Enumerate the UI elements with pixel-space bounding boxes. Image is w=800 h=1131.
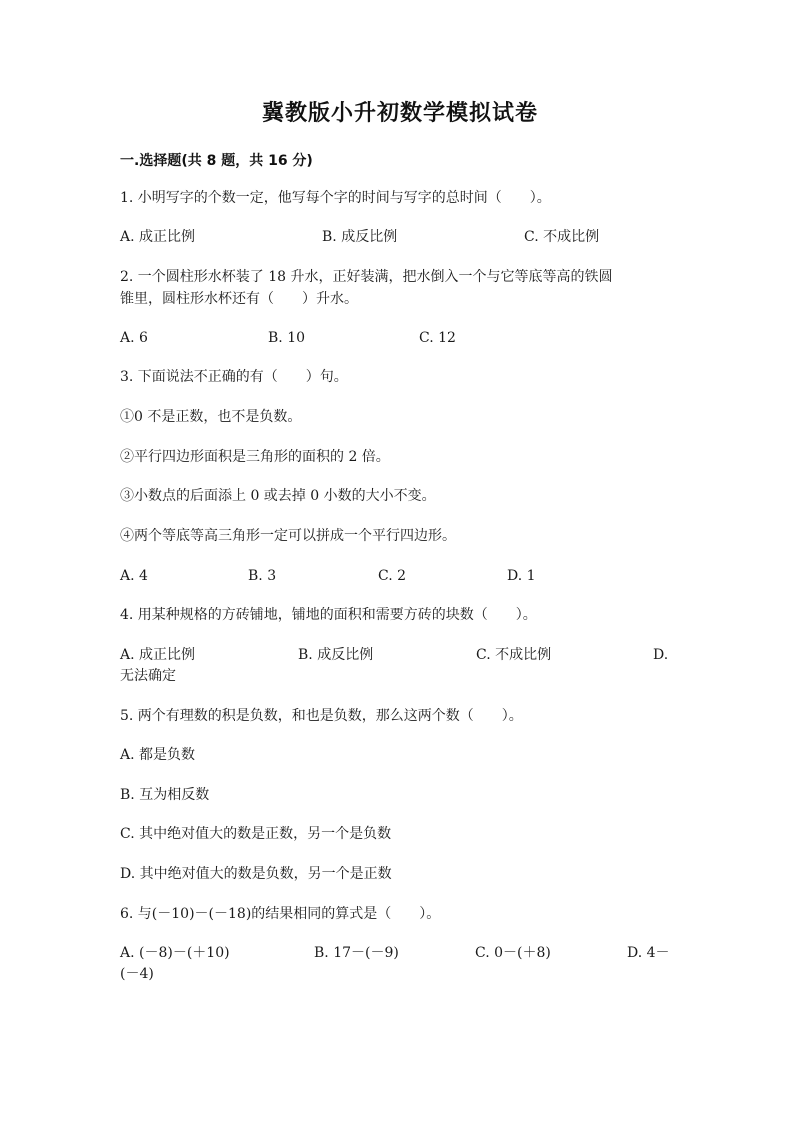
q5-option-b: B. 互为相反数	[120, 787, 210, 803]
q1-option-c: C. 不成比例	[524, 229, 600, 245]
q3-option-a: A. 4	[120, 568, 148, 584]
q6-option-c: C. 0－(＋8)	[475, 945, 551, 961]
q3-statement-4: ④两个等底等高三角形一定可以拼成一个平行四边形。	[120, 528, 456, 544]
q6-option-a: A. (－8)－(＋10)	[120, 945, 230, 961]
q5-option-d: D. 其中绝对值大的数是负数，另一个是正数	[120, 866, 392, 882]
q6-option-b: B. 17－(－9)	[314, 945, 399, 961]
q3-statement-1: ①0 不是正数，也不是负数。	[120, 409, 302, 425]
q6-option-d-text: (－4)	[120, 966, 154, 982]
q2-option-b: B. 10	[268, 330, 306, 346]
q5-option-c: C. 其中绝对值大的数是正数，另一个是负数	[120, 826, 392, 842]
question-2-line-2: 锥里，圆柱形水杯还有（ ）升水。	[120, 291, 358, 307]
q3-statement-2: ②平行四边形面积是三角形的面积的 2 倍。	[120, 449, 390, 465]
q5-option-a: A. 都是负数	[120, 747, 196, 763]
q2-option-c: C. 12	[419, 330, 456, 346]
question-5-text: 5. 两个有理数的积是负数，和也是负数，那么这两个数（ ）。	[120, 708, 523, 724]
q4-option-b: B. 成反比例	[298, 647, 374, 663]
question-4-text: 4. 用某种规格的方砖铺地，铺地的面积和需要方砖的块数（ ）。	[120, 607, 537, 623]
q2-option-a: A. 6	[120, 330, 148, 346]
question-3-text: 3. 下面说法不正确的有（ ）句。	[120, 369, 348, 385]
q3-option-d: D. 1	[507, 568, 536, 584]
q4-option-c: C. 不成比例	[476, 647, 552, 663]
page-title: 冀教版小升初数学模拟试卷	[261, 101, 538, 126]
q6-option-d-label: D. 4－	[627, 945, 670, 961]
question-6-text: 6. 与(－10)－(－18)的结果相同的算式是（ ）。	[120, 906, 441, 922]
q3-option-c: C. 2	[378, 568, 407, 584]
q4-option-a: A. 成正比例	[120, 647, 196, 663]
question-1-text: 1. 小明写字的个数一定，他写每个字的时间与写字的总时间（ ）。	[120, 190, 551, 206]
q1-option-a: A. 成正比例	[120, 229, 196, 245]
q4-option-d-label: D.	[653, 647, 669, 663]
q3-statement-3: ③小数点的后面添上 0 或去掉 0 小数的大小不变。	[120, 488, 436, 504]
q1-option-b: B. 成反比例	[322, 229, 398, 245]
q4-option-d-text: 无法确定	[120, 668, 176, 684]
question-2-line-1: 2. 一个圆柱形水杯装了 18 升水，正好装满，把水倒入一个与它等底等高的铁圆	[120, 269, 613, 285]
section-heading: 一.选择题(共 8 题，共 16 分)	[120, 153, 313, 169]
q3-option-b: B. 3	[248, 568, 277, 584]
